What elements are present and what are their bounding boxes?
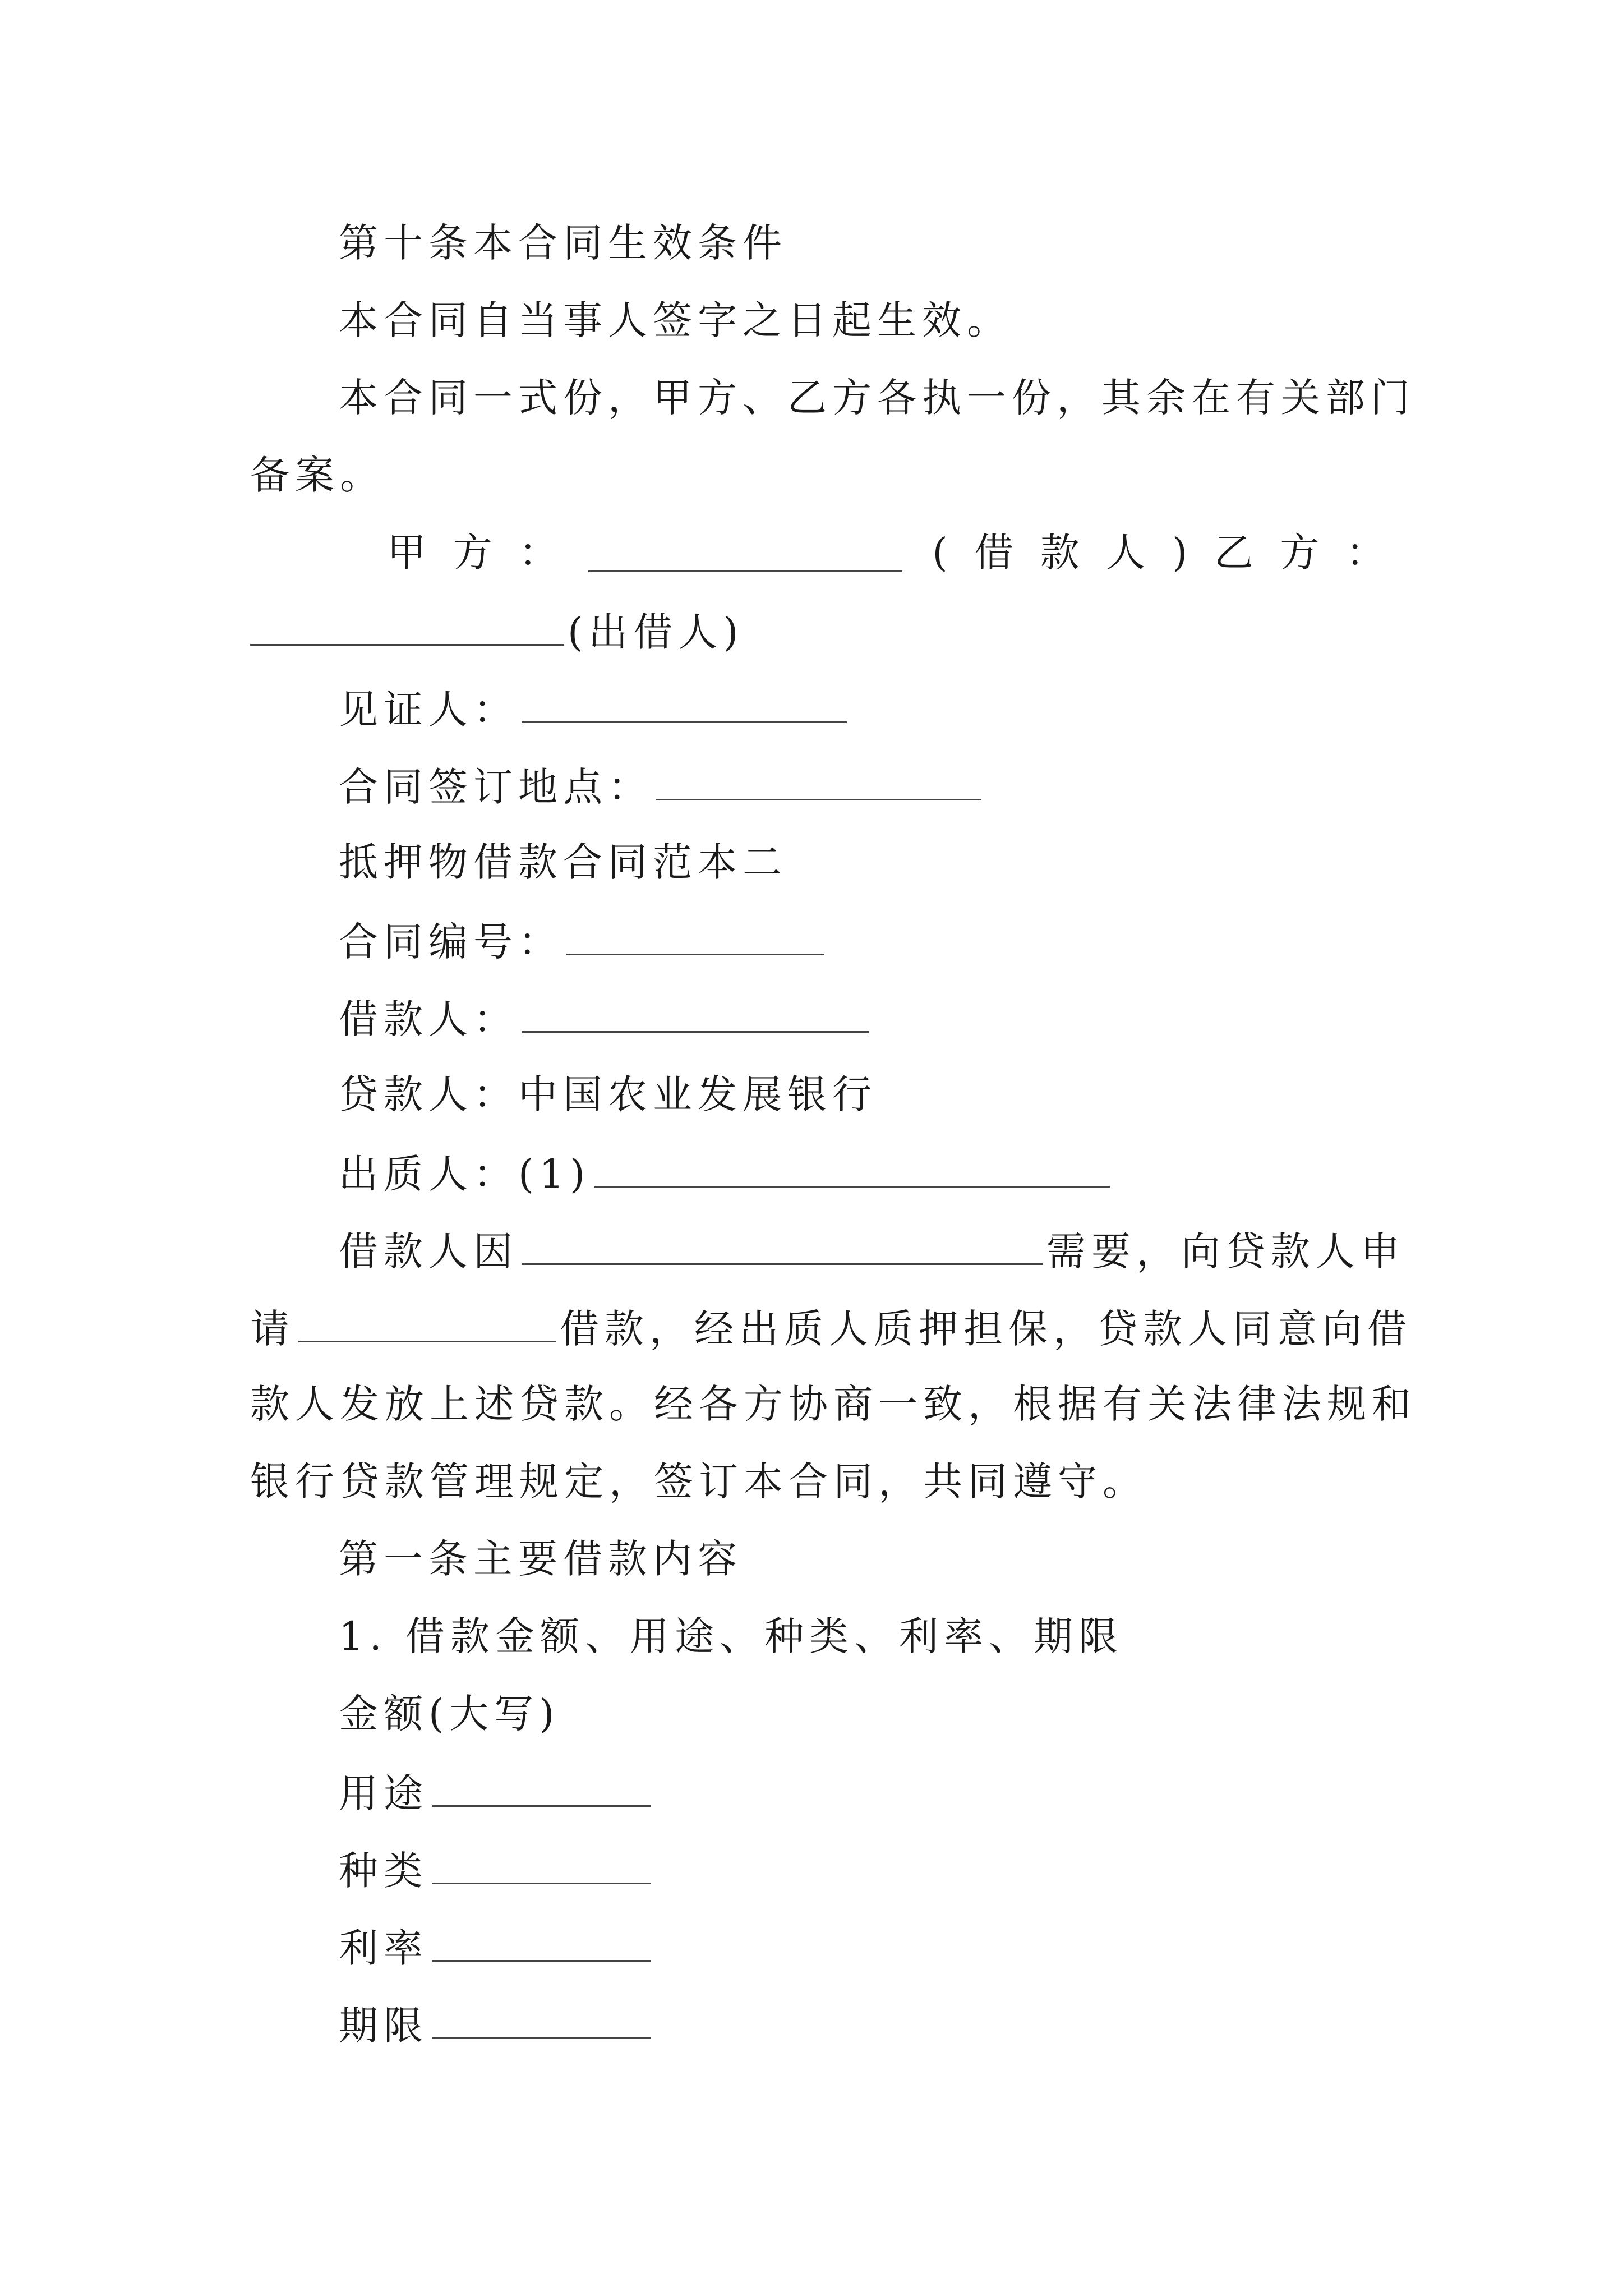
- kind-blank[interactable]: [432, 1849, 651, 1884]
- party-signature-row: [387, 530, 1385, 576]
- paragraph-effective: [339, 297, 1012, 343]
- loan-paragraph-text-3: 款人发放上述贷款。经各方协商一致，根据有关法律法规和: [250, 1381, 1417, 1427]
- term-line: [339, 2003, 654, 2049]
- signing-place-blank[interactable]: [656, 765, 981, 800]
- kind-label: 种类: [339, 1848, 428, 1894]
- usage-blank[interactable]: [432, 1772, 651, 1807]
- party-a-char-2: 方: [453, 530, 492, 576]
- usage-line: [339, 1770, 654, 1816]
- borrower-line: [339, 996, 873, 1042]
- signing-place-label: 合同签订地点：: [339, 764, 653, 810]
- borrower-char-2: 款: [1040, 530, 1080, 576]
- item-1-heading: [339, 1613, 1124, 1659]
- article-10-heading-text: 第十条本合同生效条件: [339, 220, 787, 266]
- article-1-heading-text: 第一条主要借款内容: [339, 1536, 743, 1582]
- party-b-line: [250, 609, 744, 655]
- rate-line: [339, 1925, 654, 1971]
- loan-paragraph-line-1: [339, 1228, 1405, 1274]
- paragraph-effective-text: 本合同自当事人签字之日起生效。: [339, 297, 1012, 343]
- pledgor-line: [339, 1151, 1113, 1197]
- paragraph-copies-text: 本合同一式份，甲方、乙方各执一份，其余在有关部门: [339, 375, 1415, 421]
- loan-paragraph-text-1a: 借款人因: [339, 1228, 518, 1274]
- party-b-blank[interactable]: [250, 610, 564, 646]
- loan-paragraph-text-4: 银行贷款管理规定，签订本合同，共同遵守。: [250, 1458, 1147, 1504]
- paren-open: (: [932, 530, 948, 576]
- party-b-char-2: 方: [1280, 530, 1320, 576]
- party-b-colon: ：: [1345, 530, 1385, 576]
- witness-line: [339, 687, 850, 733]
- loan-paragraph-text-2a: 请: [250, 1306, 295, 1352]
- paragraph-copies-cont: [250, 452, 385, 498]
- pledgor-blank[interactable]: [594, 1152, 1110, 1188]
- party-b-char-1: 乙: [1214, 530, 1253, 576]
- lender-label: 贷款人：中国农业发展银行: [339, 1071, 877, 1117]
- witness-blank[interactable]: [522, 688, 847, 723]
- item-1-heading-text: 1. 借款金额、用途、种类、利率、期限: [339, 1613, 1124, 1659]
- template-two-title-text: 抵押物借款合同范本二: [339, 839, 787, 885]
- loan-amount-blank[interactable]: [298, 1307, 556, 1342]
- lender-role-label: (出借人): [568, 609, 744, 655]
- paragraph-copies-cont-text: 备案。: [250, 452, 385, 498]
- contract-number-blank[interactable]: [566, 920, 824, 955]
- article-1-heading: [339, 1536, 743, 1582]
- rate-blank[interactable]: [432, 1926, 651, 1962]
- contract-number-label: 合同编号：: [339, 919, 563, 965]
- loan-paragraph-line-4: [250, 1458, 1147, 1504]
- amount-label: 金额(大写): [339, 1691, 560, 1737]
- lender-line: [339, 1071, 877, 1117]
- template-two-title: [339, 839, 787, 885]
- contract-number-line: [339, 919, 828, 965]
- borrower-blank[interactable]: [522, 997, 869, 1033]
- kind-line: [339, 1848, 654, 1894]
- loan-paragraph-line-3: [250, 1381, 1417, 1427]
- paren-close: ): [1172, 530, 1188, 576]
- borrower-label: 借款人：: [339, 996, 518, 1042]
- term-label: 期限: [339, 2003, 428, 2049]
- signing-place-line: [339, 764, 985, 810]
- witness-label: 见证人：: [339, 687, 518, 733]
- term-blank[interactable]: [432, 2004, 651, 2039]
- article-10-heading: [339, 220, 787, 266]
- borrower-char-1: 借: [974, 530, 1014, 576]
- party-a-char-1: 甲: [387, 530, 426, 576]
- loan-paragraph-line-2: [250, 1306, 1412, 1352]
- loan-reason-blank[interactable]: [522, 1230, 1043, 1265]
- paragraph-copies: [339, 375, 1415, 421]
- pledgor-label: 出质人：(1): [339, 1151, 591, 1197]
- party-a-blank[interactable]: [588, 537, 902, 572]
- rate-label: 利率: [339, 1925, 428, 1971]
- borrower-char-3: 人: [1106, 530, 1146, 576]
- loan-paragraph-text-2b: 借款，经出质人质押担保，贷款人同意向借: [560, 1306, 1412, 1352]
- party-a-colon: ：: [519, 530, 559, 576]
- usage-label: 用途: [339, 1770, 428, 1816]
- loan-paragraph-text-1b: 需要，向贷款人申: [1046, 1228, 1405, 1274]
- amount-line: [339, 1691, 560, 1737]
